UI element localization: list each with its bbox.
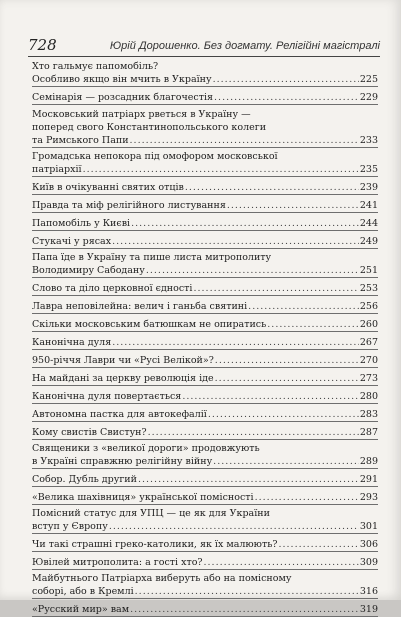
toc-entry-line — [32, 585, 378, 598]
toc-entry-title: Скільки московським батюшкам не опиратись — [32, 319, 267, 330]
toc-entry-title: «Русский мир» вам — [32, 604, 130, 615]
toc-entry-title: Кому свистів Свистун? — [32, 427, 147, 438]
toc-entry — [32, 105, 378, 148]
toc-entry-title: Майбутнього Патріарха виберуть або на помісному — [32, 573, 292, 584]
running-title: Юрій Дорошенко. Без догмату. Релігійні магістралі — [109, 40, 380, 52]
toc-entry-title: Папомобіль у Києві — [32, 218, 131, 229]
toc-leader-dots — [131, 217, 359, 230]
toc-leader-dots — [138, 473, 359, 486]
toc-page-number: 319 — [359, 604, 378, 615]
toc-entry-title: Лавра неповілейна: велич і ганьба святині — [32, 301, 248, 312]
toc-entry-title: Ювілей митрополита: а гості хто? — [32, 557, 203, 568]
toc-entry-title: Громадська непокора під омофором московської — [32, 151, 278, 162]
toc-entry-line — [32, 538, 378, 551]
toc-entry-title: Собор. Дубль другий — [32, 474, 137, 485]
toc-entry-line — [32, 572, 378, 585]
toc-entry-title: Московський патріарх рветься в Україну — — [32, 109, 251, 120]
toc-entry-title: Київ в очікуванні святих отців — [32, 182, 184, 193]
toc-leader-dots — [204, 556, 359, 569]
toc-entry-line — [32, 603, 378, 616]
toc-page-number: 306 — [359, 539, 378, 550]
toc-entry-line — [32, 60, 378, 73]
toc-entry — [32, 599, 378, 617]
toc-entry-title: соборі, або в Кремлі — [32, 586, 134, 597]
toc-entry — [32, 249, 378, 278]
toc-page-number: 301 — [359, 521, 378, 532]
toc-leader-dots — [227, 199, 359, 212]
toc-entry-line — [32, 507, 378, 520]
toc-entry — [32, 213, 378, 231]
toc-page-number: 280 — [359, 391, 378, 402]
toc-entry — [32, 552, 378, 570]
toc-entry-line — [32, 473, 378, 486]
toc-entry-title: Канонічна дуля — [32, 337, 112, 348]
toc-entry-line — [32, 300, 378, 313]
toc-entry-title: Хто гальмує папомобіль? — [32, 61, 159, 72]
toc-leader-dots — [255, 491, 359, 504]
toc-leader-dots — [193, 282, 358, 295]
page-number: 728 — [28, 36, 57, 54]
toc-leader-dots — [185, 181, 359, 194]
toc-entry-line — [32, 520, 378, 533]
toc-entry-title: Священики з «великої дороги» продовжують — [32, 443, 260, 454]
toc-entry — [32, 469, 378, 487]
toc-entry-title: Особливо якщо він мчить в Україну — [32, 74, 212, 85]
toc-entry-line — [32, 163, 378, 176]
toc-entry-line — [32, 199, 378, 212]
toc-entry-line — [32, 442, 378, 455]
toc-page-number: 267 — [359, 337, 378, 348]
toc-entry-line — [32, 455, 378, 468]
toc-leader-dots — [248, 300, 359, 313]
toc-page-number: 251 — [359, 265, 378, 276]
toc-entry-line — [32, 108, 378, 121]
toc-leader-dots — [148, 426, 359, 439]
toc-entry-line — [32, 251, 378, 264]
toc-entry-title: в Україні справжню релігійну війну — [32, 456, 213, 467]
toc-entry-line — [32, 264, 378, 277]
toc-entry-line — [32, 491, 378, 504]
toc-page-number: 270 — [359, 355, 378, 366]
toc-entry-title: Чи такі страшні греко-католики, як їх малюють? — [32, 539, 278, 550]
toc-entry-line — [32, 318, 378, 331]
toc-entry-line — [32, 91, 378, 104]
toc-entry — [32, 58, 378, 87]
toc-page-number: 229 — [359, 92, 378, 103]
toc-entry-line — [32, 354, 378, 367]
toc-page-number: 244 — [359, 218, 378, 229]
toc-entry-line — [32, 121, 378, 134]
toc-entry-title: патріархії — [32, 164, 82, 175]
toc-entry — [32, 332, 378, 350]
toc-page-number: 293 — [359, 492, 378, 503]
toc-entry-title: Володимиру Сабодану — [32, 265, 145, 276]
toc-entry — [32, 440, 378, 469]
toc-entry — [32, 87, 378, 105]
toc-leader-dots — [109, 520, 359, 533]
toc-page-number: 287 — [359, 427, 378, 438]
toc-leader-dots — [135, 585, 359, 598]
toc-leader-dots — [213, 73, 359, 86]
toc-leader-dots — [182, 390, 359, 403]
toc-page-number: 256 — [359, 301, 378, 312]
toc-entry — [32, 148, 378, 177]
toc-entry — [32, 314, 378, 332]
toc-entry-line — [32, 556, 378, 569]
toc-entry-title: «Велика шахівниця» української помісності — [32, 492, 254, 503]
toc-entry-line — [32, 336, 378, 349]
toc-entry — [32, 534, 378, 552]
page-header — [28, 38, 380, 57]
toc-entry-title: Канонічна дуля повертається — [32, 391, 182, 402]
toc-entry-line — [32, 217, 378, 230]
toc-leader-dots — [146, 264, 359, 277]
toc-entry-title: На майдані за церкву революція іде — [32, 373, 214, 384]
toc-page-number: 225 — [359, 74, 378, 85]
toc-entry — [32, 505, 378, 534]
toc-entry-line — [32, 150, 378, 163]
toc-entry-title: Папа їде в Україну та пише листа митрополиту — [32, 252, 272, 263]
toc-entry-title: Стукачі у рясах — [32, 236, 112, 247]
toc-entry-line — [32, 235, 378, 248]
toc-entry-title: Слово та діло церковної єдності — [32, 283, 193, 294]
toc-entry — [32, 386, 378, 404]
toc-leader-dots — [278, 538, 358, 551]
toc-entry-title: вступ у Європу — [32, 521, 108, 532]
toc-entry-line — [32, 282, 378, 295]
toc-entry — [32, 404, 378, 422]
toc-leader-dots — [83, 163, 359, 176]
toc-entry-title: Помісний статус для УПЦ — це як для України — [32, 508, 270, 519]
table-of-contents — [32, 58, 378, 617]
toc-page-number: 273 — [359, 373, 378, 384]
toc-entry — [32, 422, 378, 440]
toc-entry-line — [32, 181, 378, 194]
toc-page-number: 291 — [359, 474, 378, 485]
toc-entry-line — [32, 408, 378, 421]
toc-entry-line — [32, 372, 378, 385]
toc-page-number: 233 — [359, 135, 378, 146]
toc-entry-line — [32, 134, 378, 147]
toc-page-number: 283 — [359, 409, 378, 420]
toc-entry-line — [32, 73, 378, 86]
toc-entry — [32, 177, 378, 195]
toc-leader-dots — [214, 91, 359, 104]
toc-leader-dots — [213, 455, 359, 468]
toc-entry — [32, 231, 378, 249]
toc-entry — [32, 368, 378, 386]
toc-page-number: 239 — [359, 182, 378, 193]
toc-page-number: 253 — [359, 283, 378, 294]
toc-entry — [32, 570, 378, 599]
toc-page-number: 260 — [359, 319, 378, 330]
toc-entry-line — [32, 390, 378, 403]
toc-leader-dots — [215, 354, 359, 367]
toc-entry-title: поперед свого Константинопольського колеги — [32, 122, 267, 133]
toc-entry-title: та Римського Папи — [32, 135, 129, 146]
toc-entry — [32, 350, 378, 368]
toc-page-number: 249 — [359, 236, 378, 247]
toc-page-number: 241 — [359, 200, 378, 211]
toc-entry-title: Правда та міф релігійного листування — [32, 200, 226, 211]
toc-page-number: 289 — [359, 456, 378, 467]
toc-entry-title: 950-річчя Лаври чи «Русі Велікой»? — [32, 355, 214, 366]
toc-leader-dots — [130, 134, 359, 147]
toc-entry-line — [32, 426, 378, 439]
toc-entry — [32, 278, 378, 296]
toc-entry — [32, 296, 378, 314]
toc-entry-title: Автономна пастка для автокефалії — [32, 409, 207, 420]
toc-leader-dots — [215, 372, 359, 385]
toc-page-number: 309 — [359, 557, 378, 568]
toc-leader-dots — [267, 318, 359, 331]
toc-entry — [32, 195, 378, 213]
toc-entry — [32, 487, 378, 505]
toc-leader-dots — [208, 408, 359, 421]
toc-leader-dots — [112, 336, 359, 349]
toc-page-number: 235 — [359, 164, 378, 175]
toc-leader-dots — [112, 235, 359, 248]
toc-leader-dots — [130, 603, 359, 616]
toc-page-number: 316 — [359, 586, 378, 597]
toc-entry-title: Семінарія — розсадник благочестія — [32, 92, 214, 103]
